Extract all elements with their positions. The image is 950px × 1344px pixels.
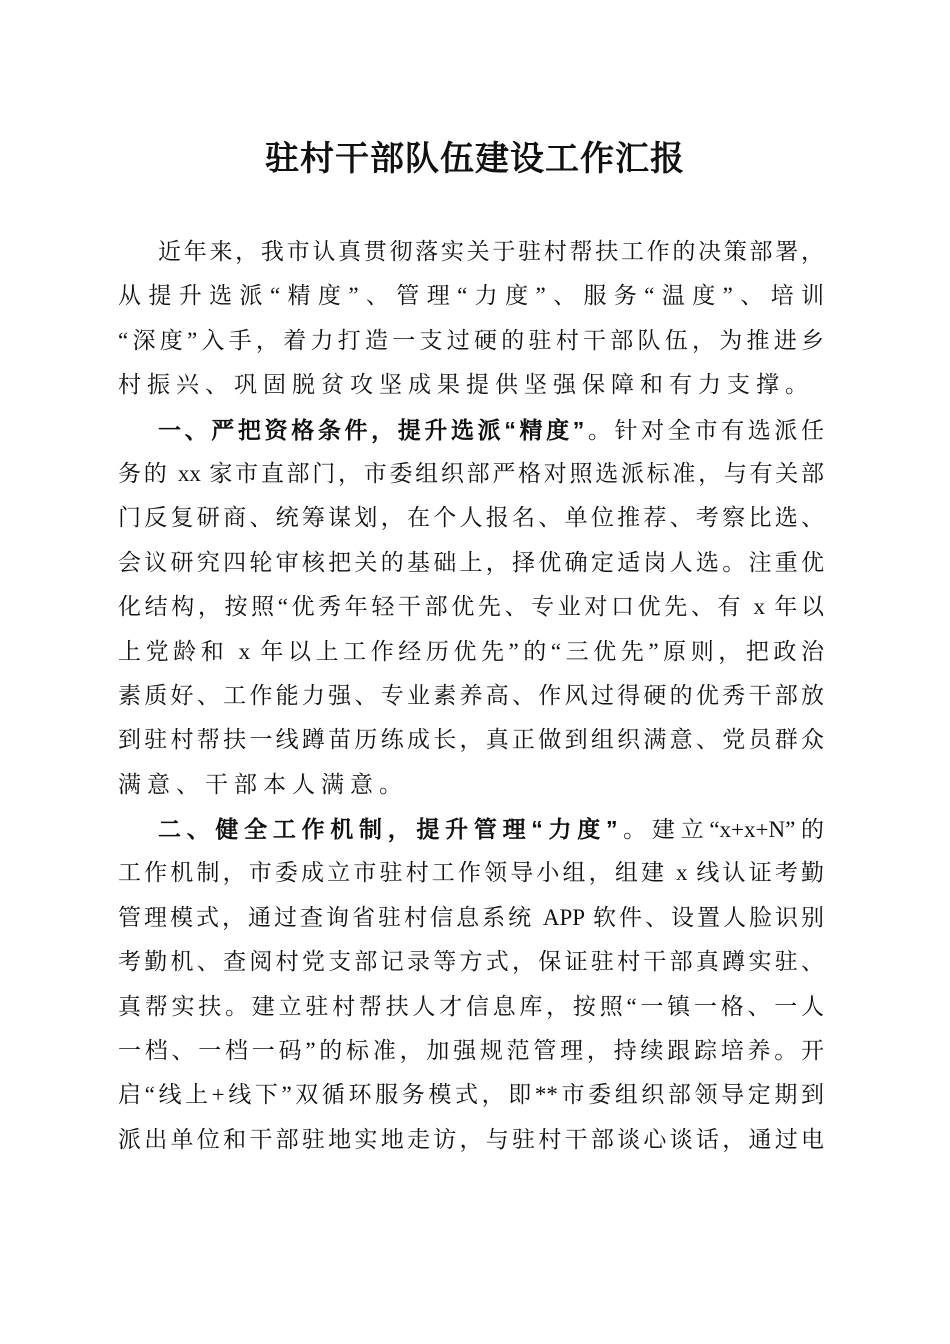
text-line: 一档、一档一码”的标准，加强规范管理，持续跟踪培养。开	[118, 1038, 824, 1064]
section-1-paragraph	[118, 408, 824, 808]
text-line: 门反复研商、统筹谋划，在个人报名、单位推荐、考察比选、	[118, 505, 824, 531]
text-line: 启“线上+线下”双循环服务模式，即**市委组织部领导定期到	[118, 1082, 824, 1108]
text-line: 近年来，我市认真贯彻落实关于驻村帮扶工作的决策部署，	[158, 239, 824, 264]
text-line: 管理模式，通过查询省驻村信息系统 APP 软件、设置人脸识别	[118, 904, 824, 930]
text-line: 真帮实扶。建立驻村帮扶人才信息库，按照“一镇一格、一人	[118, 993, 824, 1019]
text-line: 素质好、工作能力强、专业素养高、作风过得硬的优秀干部放	[118, 682, 824, 708]
section-2-paragraph	[118, 807, 824, 1162]
text-line: 从提升选派“精度”、管理“力度”、服务“温度”、培训	[118, 283, 824, 309]
text-line: 务的 xx 家市直部门，市委组织部严格对照选派标准，与有关部	[118, 460, 824, 486]
text-line: 到驻村帮扶一线蹲苗历练成长，真正做到组织满意、党员群众	[118, 727, 824, 753]
text-line	[118, 408, 824, 452]
text-line: 上党龄和 x 年以上工作经历优先”的“三优先”原则，把政治	[118, 638, 824, 664]
intro-paragraph	[118, 230, 824, 408]
text-line: 考勤机、查阅村党支部记录等方式，保证驻村干部真蹲实驻、	[118, 949, 824, 975]
text-line: 村振兴、巩固脱贫攻坚成果提供坚强保障和有力支撑。	[118, 372, 814, 398]
text-span: 。针对全市有选派任	[584, 417, 825, 443]
text-line: “深度”入手，着力打造一支过硬的驻村干部队伍，为推进乡	[118, 327, 824, 353]
document-body	[118, 230, 824, 1162]
text-line: 满意、干部本人满意。	[118, 771, 408, 797]
text-span: 。建立“x+x+N”的	[617, 817, 824, 843]
section-heading: 二、健全工作机制，提升管理“力度”	[158, 816, 618, 843]
text-line: 会议研究四轮审核把关的基础上，择优确定适岗人选。注重优	[118, 549, 824, 575]
text-line: 化结构，按照“优秀年轻干部优先、专业对口优先、有 x 年以	[118, 594, 824, 620]
document-title: 驻村干部队伍建设工作汇报	[265, 141, 685, 178]
text-line	[118, 807, 824, 851]
section-heading: 一、严把资格条件，提升选派“精度”	[158, 416, 585, 443]
text-line: 派出单位和干部驻地实地走访，与驻村干部谈心谈话，通过电	[118, 1126, 824, 1152]
text-line: 工作机制，市委成立市驻村工作领导小组，组建 x 线认证考勤	[118, 860, 824, 886]
